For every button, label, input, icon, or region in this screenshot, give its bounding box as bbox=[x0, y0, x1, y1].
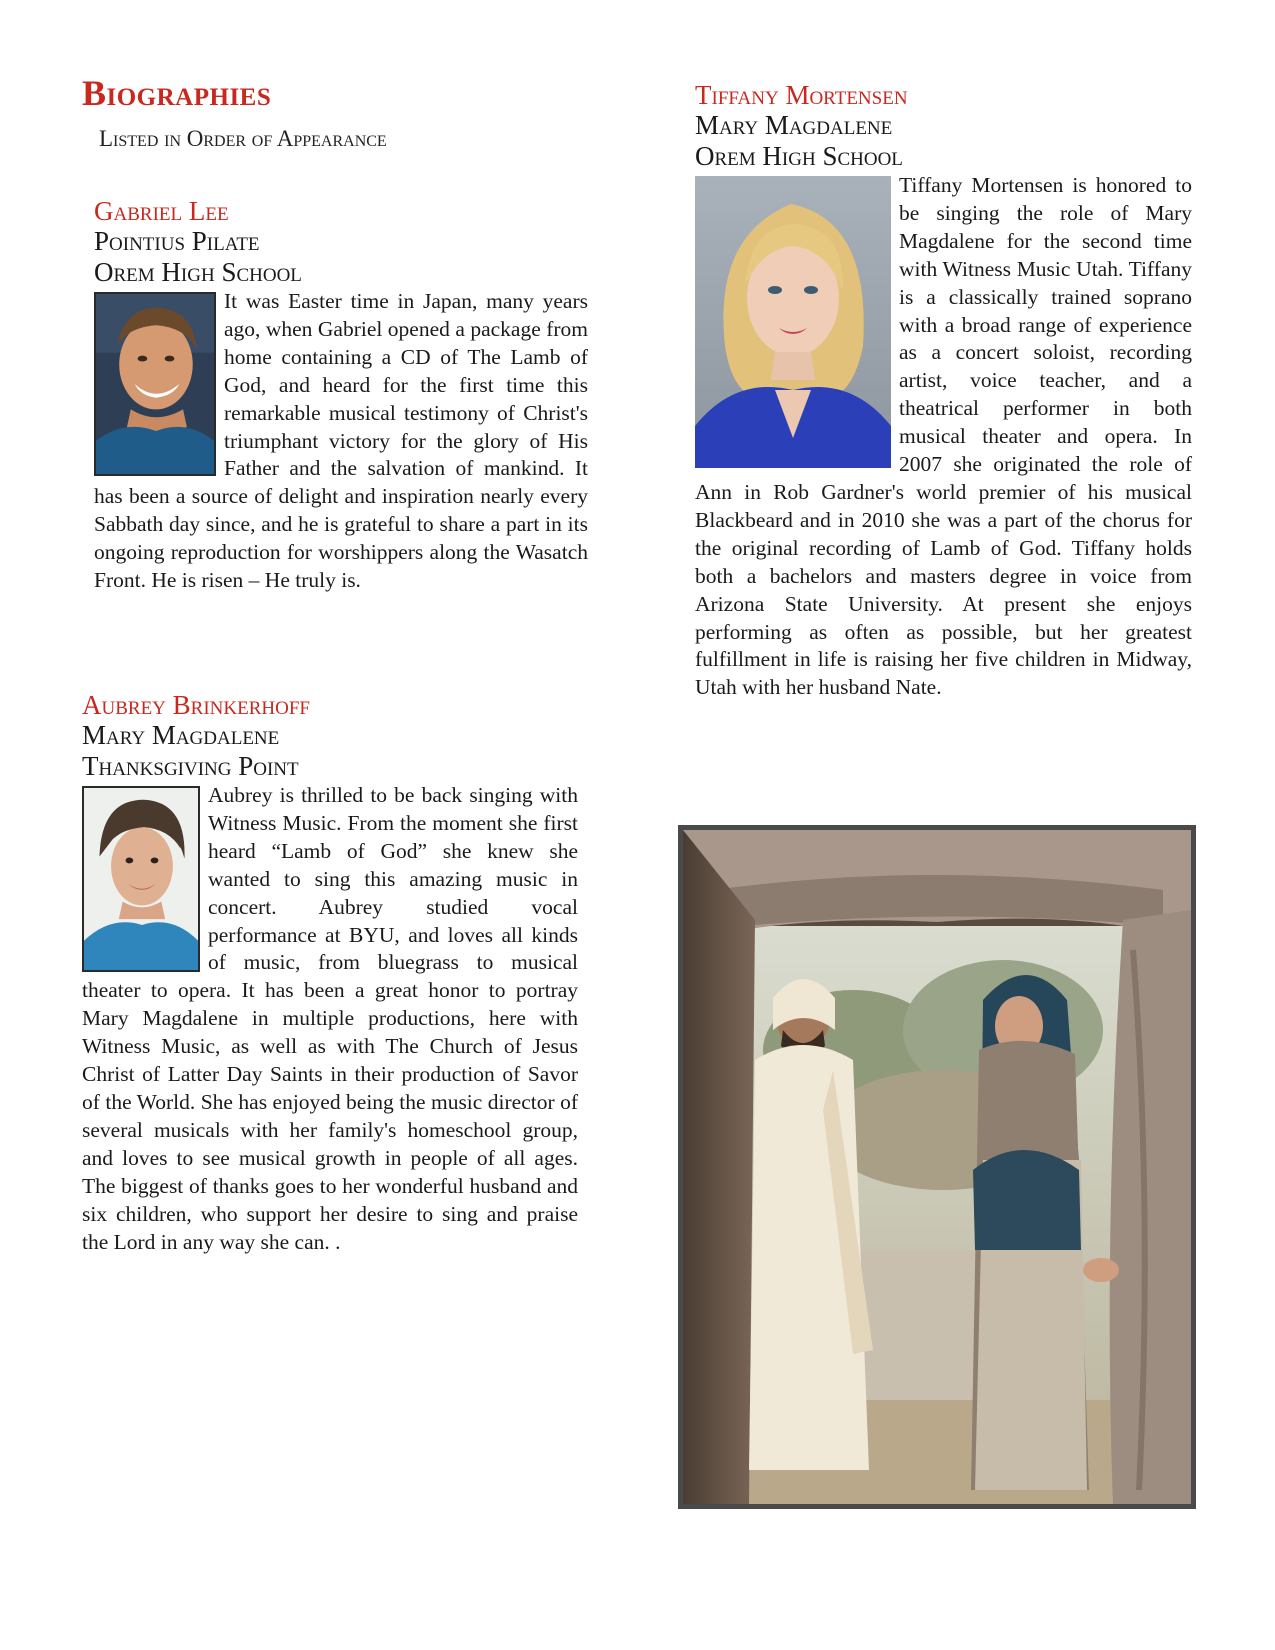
bio-organization: Thanksgiving Point bbox=[82, 751, 299, 781]
bio-name: Aubrey Brinkerhoff bbox=[82, 690, 310, 720]
bio-aubrey-brinkerhoff bbox=[82, 690, 578, 1256]
bio-role: Pointius Pilate bbox=[94, 226, 260, 256]
bio-tiffany-mortensen bbox=[695, 80, 1192, 702]
bio-text: Aubrey is thrilled to be back singing with Witness Music. From the moment she first heard “Lamb of God” she knew she wanted to sing this amazing music in concert. Aubrey studied vocal performance at BYU, and loves all kinds of music, from bluegrass to musical theater to opera. It has been a great honor to portray Mary Magdalene in multiple productions, here with Witness Music, as well as with The Church of Jesus Christ of Latter Day Saints in their production of Savor of the World. She has enjoyed being the music director of several musicals with her family's homeschool group, and loves to see musical growth in people of all ages. The biggest of thanks goes to her wonderful husband and six children, who support her desire to sing and praise the Lord in any way she can. . bbox=[82, 783, 578, 1254]
bio-text: Tiffany Mortensen is honored to be singing the role of Mary Magdalene for the second time with Witness Music Utah. Tiffany is a classically trained soprano with a broad range of experience as a concert soloist, recording artist, voice teacher, and a theatrical performer in both musical theater and opera. In 2007 she originated the role of Ann in Rob Gardner's world premier of his musical Blackbeard and in 2010 she was a part of the chorus for the original recording of Lamb of God. Tiffany holds both a bachelors and masters degree in voice from Arizona State University. At present she enjoys performing as often as possible, but her greatest fulfillment in life is raising her five children in Midway, Utah with her husband Nate. bbox=[695, 173, 1192, 700]
aubrey-portrait-photo bbox=[82, 786, 200, 972]
tiffany-portrait-photo bbox=[695, 176, 891, 468]
bio-role: Mary Magdalene bbox=[82, 720, 280, 750]
page-subtitle: Listed in Order of Appearance bbox=[99, 126, 387, 151]
bio-name: Gabriel Lee bbox=[94, 196, 229, 226]
bio-text: It was Easter time in Japan, many years ago, when Gabriel opened a package from home containing a CD of The Lamb of God, and heard for the first time this remarkable musical testimony of Christ's triumphant victory for the glory of His Father and the salvation of mankind. It has been a source of delight and inspiration nearly every Sabbath day since, and he is grateful to share a part in its ongoing reproduction for worshippers along the Wasatch Front. He is risen – He truly is. bbox=[94, 289, 588, 593]
bio-organization: Orem High School bbox=[695, 141, 903, 171]
bio-organization: Orem High School bbox=[94, 257, 302, 287]
gabriel-portrait-photo bbox=[94, 292, 216, 476]
bio-role: Mary Magdalene bbox=[695, 110, 893, 140]
bio-gabriel-lee bbox=[94, 196, 588, 595]
bio-name: Tiffany Mortensen bbox=[695, 80, 908, 110]
page-title: Biographies bbox=[82, 73, 272, 113]
empty-tomb-painting bbox=[678, 825, 1196, 1509]
